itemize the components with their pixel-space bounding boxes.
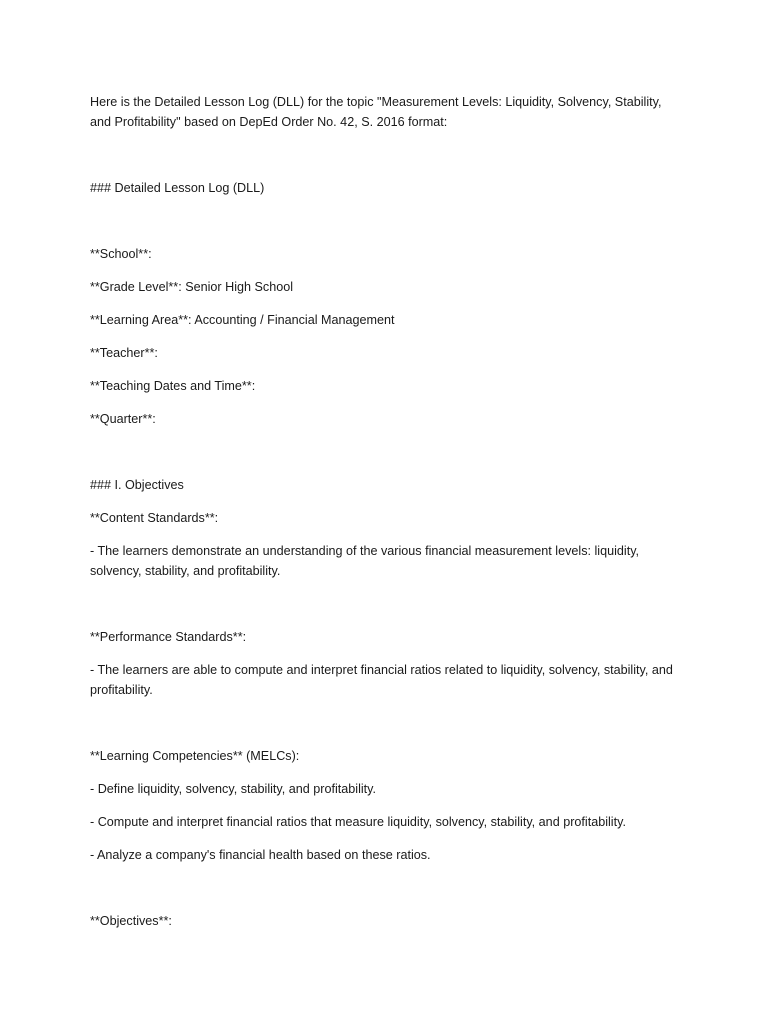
intro-paragraph: Here is the Detailed Lesson Log (DLL) for the topic "Measurement Levels: Liquidity, Solvency, Stability, and Profitability" based on DepEd Order No. 42, S. 2016 format: [90,95,665,129]
performance-standards-text: - The learners are able to compute and interpret financial ratios related to liquidity, solvency, stability, and profitability. [90,663,677,697]
competency-item: - Define liquidity, solvency, stability, and profitability. [90,782,377,796]
content-standards-label: **Content Standards**: [90,511,219,525]
field-learning-area: **Learning Area**: Accounting / Financial Management [90,313,395,327]
document-page [90,92,680,931]
field-quarter: **Quarter**: [90,412,156,426]
performance-standards-label: **Performance Standards**: [90,630,247,644]
objectives-label: **Objectives**: [90,914,172,928]
objectives-heading: ### I. Objectives [90,478,184,492]
field-grade-level: **Grade Level**: Senior High School [90,280,294,294]
dll-heading: ### Detailed Lesson Log (DLL) [90,181,265,195]
field-teacher: **Teacher**: [90,346,158,360]
competency-item: - Analyze a company's financial health based on these ratios. [90,848,431,862]
competency-item: - Compute and interpret financial ratios that measure liquidity, solvency, stability, and profitability. [90,815,626,829]
content-standards-text: - The learners demonstrate an understanding of the various financial measurement levels: liquidity, solvency, stability, and profitability. [90,544,643,578]
competencies-label: **Learning Competencies** (MELCs): [90,749,300,763]
field-school: **School**: [90,247,152,261]
field-teaching-dates: **Teaching Dates and Time**: [90,379,256,393]
